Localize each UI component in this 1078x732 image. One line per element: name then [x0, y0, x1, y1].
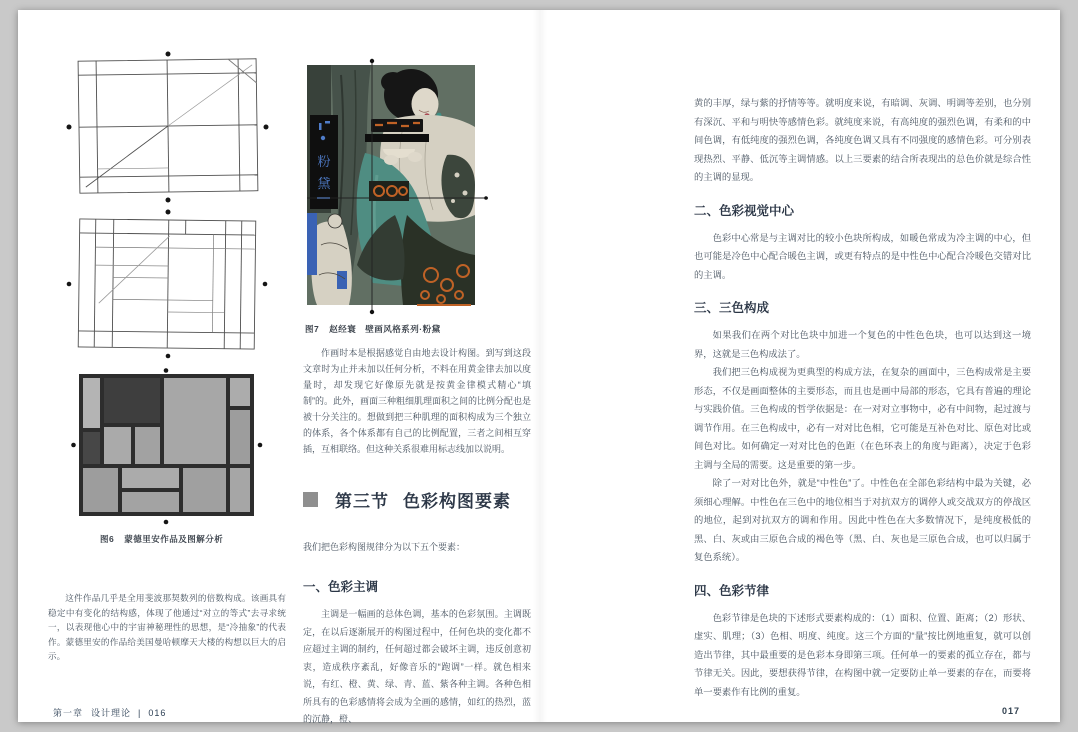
- right-page-number: 017: [1002, 706, 1021, 716]
- mural-painting-fendai: [305, 58, 490, 316]
- figure6-caption-text: 蒙德里安作品及图解分析: [124, 534, 224, 544]
- left-page-number: 016: [148, 707, 167, 718]
- figure7-caption: [303, 323, 531, 335]
- left-page-footer: [53, 706, 166, 719]
- book-title: 设计理论: [91, 708, 132, 718]
- book-spread: [18, 10, 1060, 722]
- chapter-label: 第一章: [53, 708, 84, 718]
- figure7-label: 图7: [305, 324, 320, 334]
- figure6-label: 图6: [100, 534, 115, 544]
- middle-column: [303, 58, 531, 729]
- figure7-discussion-paragraph: 作画时本是根据感觉自由地去设计构图。到写到这段文章时为止并未加以任何分析，不料在用黄金律去加以度量时，却发现它好像原先就是按黄金律模式精心“填制”的。此外，画面三种粗细肌理面积之间的比例分配也是被十分关注的。想做到把三种肌理的面积构成为三个独立的体系，各个体系都有自己的比例配置，三者之间相互穿插，互相联络。但这种关系很难用标志线加以说明。: [303, 348, 531, 454]
- visual-center-paragraph: 色彩中心常是与主调对比的较小色块所构成，如暖色常成为冷主调的中心，但也可能是冷色中心配合暖色主调，或更有特点的是中性色中心配合冷暖色交错对比的主调。: [694, 232, 1031, 280]
- color-rhythm-paragraph: 色彩节律是色块的下述形式要素构成的：（1）面积、位置、距离；（2）形状、虚实、肌理；（3）色相、明度、纯度。这三个方面的“量”按比例地重复，就可以创造出节律，其中最重要的是色彩本身即第三项。任何单一的要素的孤立存在，都与节律无关。因此，要想获得节律，在构图中就一定要防止单一要素的存在，而要将单一要素作有比例的重复。: [694, 612, 1031, 697]
- section-intro-line: 我们把色彩构图规律分为以下五个要素：: [303, 542, 466, 552]
- left-figure-column: [48, 50, 286, 664]
- right-page-column: [694, 94, 1031, 709]
- section-title: [335, 487, 511, 512]
- subheading-color-keynote: 一、色彩主调: [303, 580, 379, 594]
- section-marker-square: [303, 492, 318, 507]
- subheading-three-color: 三、三色构成: [694, 301, 770, 315]
- three-color-paragraph-3: 除了一对对比色外，就是“中性色”了。中性色在全部色彩结构中最为关键，必须细心理解。中性色在三色中的地位相当于对抗双方的调停人或交战双方的停战区的地位，起到对抗双方的调和作用。因此中性色在大多数情况下，是纯度极低的黑、白、灰或由三原色合成的褐色等（黑、白、灰也是三原色合成，也可以归属于复色系统）。: [694, 478, 1031, 562]
- continued-paragraph: 黄的丰厚，绿与紫的抒情等等。就明度来说，有暗调、灰调、明调等差别，也分别有深沉、平和与明快等感情色彩。就纯度来说，有高纯度的强烈色调，有柔和的中间色调，有低纯度的强烈色调，各纯度色调又具有不同强度的感情色彩。可分别表现热烈、平静、低沉等主调情感。以上三要素的结合所表现出的总色价就是综合性的主调的显现。: [694, 98, 1031, 182]
- calligraphy-char-2: 黛: [317, 176, 331, 191]
- figure6-caption: [48, 533, 286, 545]
- mondrian-analysis-paragraph: 这件作品几乎是全用斐波那契数列的倍数构成。该画具有稳定中有变化的结构感，体现了他通过“对立的等式”去寻求统一，以表现他心中的宇宙神秘理性的思想，是“冷抽象”的代表作。蒙德里安的作品给美国曼哈顿摩天大楼的构想以巨大的启示。: [48, 593, 286, 661]
- section-number: 第三节: [335, 492, 389, 511]
- subheading-visual-center: 二、色彩视觉中心: [694, 203, 795, 218]
- three-color-paragraph-2: 我们把三色构成视为更典型的构成方法，在复杂的画面中，三色构成常是主要形态，不仅是画面整体的主要形态，而且也是画中局部的形态，它具有普遍的理论与实践价值。三色构成的哲学依据是：在一对对立事物中，必有中间物，起过渡与调节作用。在三色构成中，必有一对对比色相，它可能是互补色对比、原色对比或间色对比。如何确定一对对比色的色距（在色环表上的角度与距离），决定于色彩主调与全局的需要。这是重要的第一步。: [694, 367, 1031, 470]
- section-heading: [303, 487, 531, 512]
- mondrian-painting: [71, 368, 263, 528]
- book-spine: [533, 10, 547, 722]
- section-title-text: 色彩构图要素: [403, 492, 511, 511]
- footer-divider: |: [138, 707, 142, 718]
- figure7-caption-text: 赵经寰 壁画风格系列·粉黛: [329, 324, 441, 334]
- color-keynote-paragraph: 主调是一幅画的总体色调，基本的色彩氛围。主调既定，在以后逐渐展开的构图过程中，任何色块的变化都不应超过主调的制约，任何超过都会破坏主调，违反创意初衷，造成秩序紊乱，好像音乐的“跑调”一样。就色相来说，有红、橙、黄、绿、青、蓝、紫各种主调。各种色相所具有的色彩感情将会成为全画的感情，如红的热烈，蓝的沉静，橙、: [303, 609, 531, 724]
- three-color-paragraph-1: 如果我们在两个对比色块中加进一个复色的中性色色块，也可以达到这一境界，这就是三色构成法了。: [694, 330, 1031, 359]
- calligraphy-char-1: 粉: [317, 154, 331, 169]
- golden-section-sketch-1: [65, 50, 270, 204]
- golden-section-sketch-2: [65, 208, 270, 360]
- subheading-color-rhythm: 四、色彩节律: [694, 583, 770, 598]
